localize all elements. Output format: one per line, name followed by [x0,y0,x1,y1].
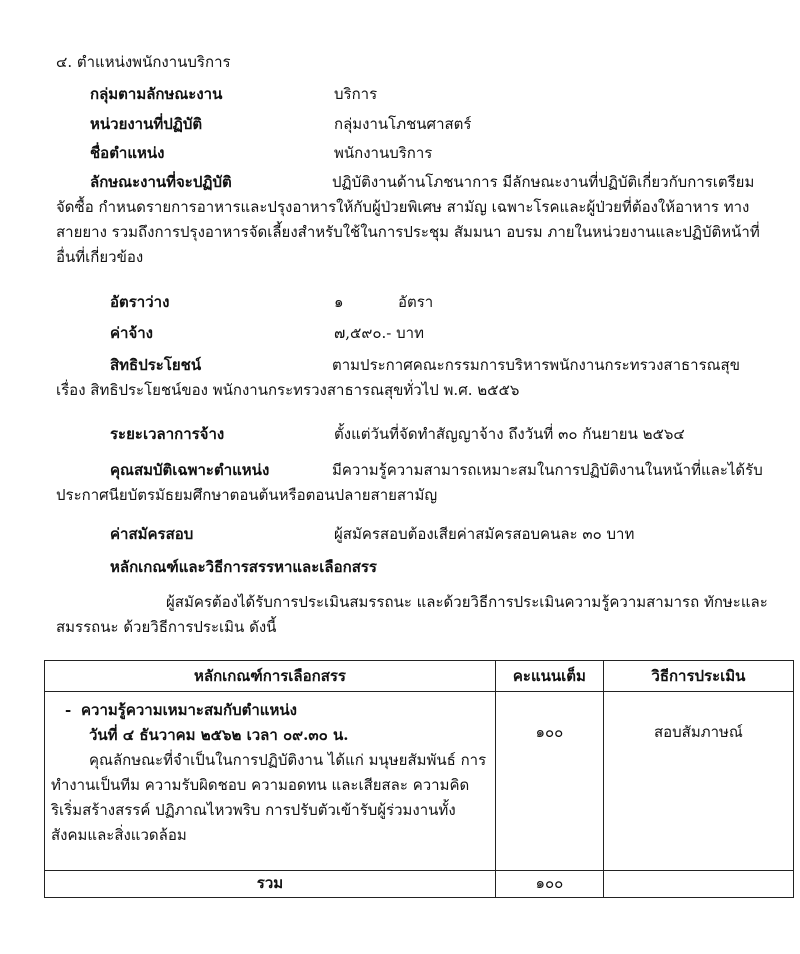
total-score: ๑๐๐ [495,871,603,898]
table-row [45,692,794,871]
vacancy-label: อัตราว่าง [110,293,170,311]
table-header-row [45,661,794,692]
header-full-score: คะแนนเต็ม [495,661,603,692]
table-total-row [45,871,794,898]
header-method: วิธีการประเมิน [603,661,793,692]
fee-label: ค่าสมัครสอบ [110,525,194,543]
benefit-label: สิทธิประโยชน์ [110,356,202,374]
item-method: สอบสัมภาษณ์ [603,692,793,871]
position-value: พนักงานบริการ [334,144,433,162]
criteria-heading: หลักเกณฑ์และวิธีการสรรหาและเลือกสรร [110,558,377,576]
wage-label: ค่าจ้าง [110,324,153,342]
total-method-empty [603,871,793,898]
benefit-text: ตามประกาศคณะกรรมการบริหารพนักงานกระทรวงสาธารณสุข เรื่อง สิทธิประโยชน์ของ พนักงานกระทรวงสาธารณสุขทั่วไป พ.ศ. ๒๕๕๖ [56,356,740,399]
duty-label: ลักษณะงานที่จะปฏิบัติ [90,173,232,191]
criteria-table [44,660,794,898]
group-label: กลุ่มตามลักษณะงาน [90,85,223,103]
unit-label: หน่วยงานที่ปฏิบัติ [90,115,203,133]
item-date: วันที่ ๔ ธันวาคม ๒๕๖๒ เวลา ๐๙.๓๐ น. [89,726,349,744]
period-value: ตั้งแต่วันที่จัดทำสัญญาจ้าง ถึงวันที่ ๓๐ กันยายน ๒๕๖๔ [334,425,685,443]
group-value: บริการ [334,85,378,103]
qualification-label: คุณสมบัติเฉพาะตำแหน่ง [110,461,270,479]
qualification-text: มีความรู้ความสามารถเหมาะสมในการปฏิบัติงานในหน้าที่และได้รับประกาศนียบัตรมัธยมศึกษาตอนต้นหรือตอนปลายสายสามัญ [56,461,763,504]
period-label: ระยะเวลาการจ้าง [110,425,225,443]
position-label: ชื่อตำแหน่ง [90,144,165,162]
total-label: รวม [45,871,496,898]
vacancy-count: ๑ [334,293,344,311]
criteria-cell [45,692,496,871]
bullet-dash: - [65,701,72,719]
vacancy-unit: อัตรา [398,293,434,311]
fee-value: ผู้สมัครสอบต้องเสียค่าสมัครสอบคนละ ๓๐ บาท [334,525,635,543]
wage-value: ๗,๕๙๐.- บาท [334,324,424,342]
criteria-text: ผู้สมัครต้องได้รับการประเมินสมรรถนะ และด้วยวิธีการประเมินความรู้ความสามารถ ทักษะและสมรรถนะ ด้วยวิธีการประเมิน ดังนี้ [56,593,768,636]
item-title: ความรู้ความเหมาะสมกับตำแหน่ง [81,701,297,719]
section-heading: ๔. ตำแหน่งพนักงานบริการ [56,53,231,71]
header-criteria: หลักเกณฑ์การเลือกสรร [45,661,496,692]
item-title-line [51,698,489,723]
unit-value: กลุ่มงานโภชนศาสตร์ [334,115,472,133]
item-score: ๑๐๐ [495,692,603,871]
item-description: คุณลักษณะที่จำเป็นในการปฏิบัติงาน ได้แก่ มนุษยสัมพันธ์ การทำงานเป็นทีม ความรับผิดชอบ ความอดทน และเสียสละ ความคิดริเริ่มสร้างสรรค์ ปฏิภาณไหวพริบ การปรับตัวเข้ารับผู้ร่วมงานทั้งสังคมและสิ่งแวดล้อม [51,751,487,844]
duty-text: ปฏิบัติงานด้านโภชนาการ มีลักษณะงานที่ปฏิบัติเกี่ยวกับการเตรียม จัดซื้อ กำหนดรายการอาหารและปรุงอาหารให้กับผู้ป่วยพิเศษ สามัญ เฉพาะโรคและผู้ป่วยที่ต้องให้อาหาร ทางสายยาง รวมถึงการปรุงอาหารจัดเลี้ยงสำหรับใช้ในการประชุม สัมมนา อบรม ภายในหน่วยงานและปฏิบัติหน้าที่อื่นที่เกี่ยวข้อง [56,173,760,266]
